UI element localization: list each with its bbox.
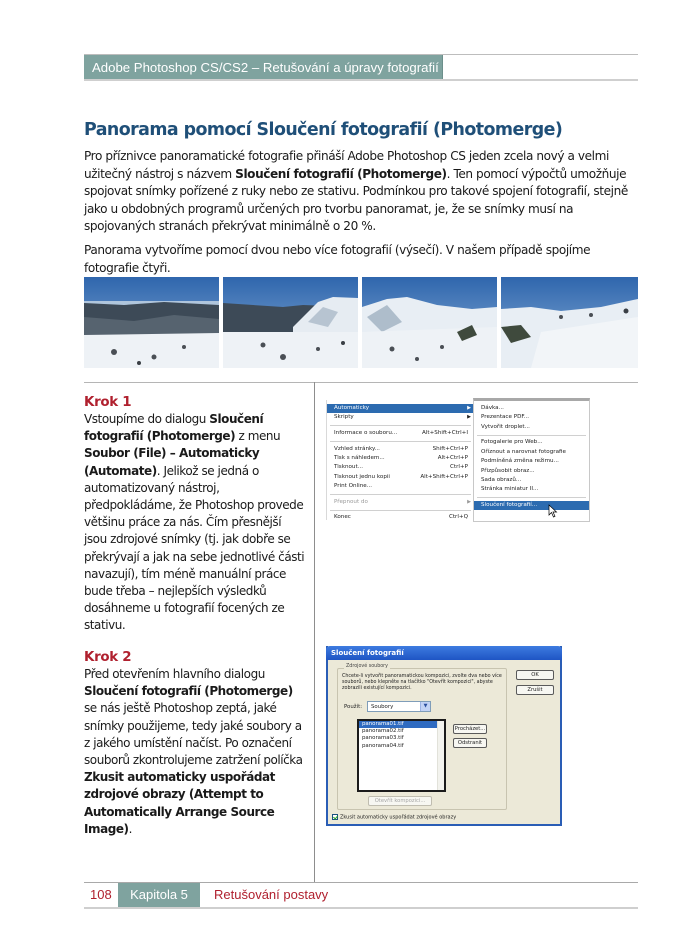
- checkbox-checked-icon[interactable]: [332, 814, 338, 820]
- menu-separator: [330, 425, 471, 426]
- header-rule-bottom: [84, 79, 638, 81]
- file-list-scrollbar[interactable]: [437, 721, 444, 790]
- panorama-photo-3: [362, 277, 497, 368]
- ok-button[interactable]: OK: [516, 670, 554, 680]
- intro-text: [84, 148, 644, 283]
- browse-button[interactable]: Procházet...: [454, 726, 486, 732]
- menu-item-file-info[interactable]: Informace o souboru... Alt+Shift+Ctrl+I: [334, 429, 468, 436]
- cancel-button[interactable]: Zrušit: [516, 685, 554, 695]
- file-menu-screenshot: [326, 398, 604, 522]
- step-2-body: Před otevřením hlavního dialogu Sloučení fotografií (Photomerge) se nás ještě Photoshop zeptá, jaké snímky použijeme, tedy jaké soubory a z jakého umístění načíst. Po označení souborů zkontrolujeme zatržení políčka Zkusit automaticky uspořádat zdrojové obrazy (Attempt to Automatically Arrange Source Image).: [84, 667, 303, 836]
- step-1: [84, 395, 306, 635]
- menu-item-print-one-copy[interactable]: Tisknout jednu kopii Alt+Shift+Ctrl+P: [334, 473, 468, 480]
- submenu-item-fit-image[interactable]: Přizpůsobit obraz...: [481, 467, 535, 474]
- dialog-description: Chcete-li vytvořit panoramatickou kompozici, zvolte dva nebo více souborů, nebo klepněte na tlačítko "Otevřít kompozici", abyste zobrazili existující kompozici.: [342, 674, 502, 692]
- submenu-item-crop-straighten[interactable]: Oříznout a narovnat fotografie: [481, 448, 566, 455]
- submenu-item-batch[interactable]: Dávka...: [481, 405, 504, 411]
- section-divider: [84, 382, 638, 383]
- automate-submenu: [473, 398, 590, 522]
- menu-separator: [477, 497, 586, 498]
- intro-paragraph-2: Panorama vytvoříme pomocí dvou nebo více fotografií (výsečí). V našem případě spojíme fotografie čtyři.: [84, 242, 591, 275]
- use-label: Použít:: [344, 704, 363, 710]
- panorama-photo-4: [501, 277, 638, 368]
- panorama-photo-1: [84, 277, 219, 368]
- page-title: Panorama pomocí Sloučení fotografií (Photomerge): [84, 120, 563, 140]
- remove-button[interactable]: Odstranit: [453, 738, 487, 748]
- file-list-item[interactable]: panorama04.tif: [362, 742, 404, 749]
- footer-rule-bottom: [84, 907, 638, 909]
- step-1-body: Vstoupíme do dialogu Sloučení fotografií (Photomerge) z menu Soubor (File) – Automaticky (Automate). Jelikož se jedná o automatizovaný nástroj, předpokládáme, že Photoshop provede většinu práce za nás. Čím přesnější jsou zdrojové snímky (tj. jak dobře se překrývají a jak na sebe jednotlivé části navazují), tím méně manuální práce bude třeba – nejlepších výsledků dosáhneme u fotografií focených ze stativu.: [84, 412, 305, 633]
- group-label: Zdrojové soubory: [346, 664, 388, 669]
- step-2-title: Krok 2: [84, 650, 132, 665]
- menu-item-scripts[interactable]: Skripty ▶: [327, 413, 474, 422]
- open-composition-button: Otevřít kompozici...: [368, 796, 432, 806]
- submenu-item-contact-sheet[interactable]: Stránka miniatur II...: [481, 486, 539, 493]
- submenu-item-picture-package[interactable]: Sada obrazů...: [481, 476, 522, 483]
- menu-item-page-setup[interactable]: Vzhled stránky... Shift+Ctrl+P: [334, 445, 468, 452]
- page-number: 108: [90, 887, 112, 902]
- dialog-title-bar: Sloučení fotografií: [326, 646, 562, 660]
- file-list[interactable]: [357, 719, 446, 792]
- file-list-item[interactable]: panorama03.tif: [362, 735, 404, 742]
- menu-separator: [330, 441, 471, 442]
- photomerge-dialog: [326, 646, 562, 826]
- submenu-item-create-droplet[interactable]: Vytvořit droplet...: [481, 423, 530, 430]
- submenu-item-pdf-presentation[interactable]: Prezentace PDF...: [481, 414, 530, 421]
- step-1-title: Krok 1: [84, 395, 132, 410]
- menu-separator: [330, 494, 471, 495]
- file-list-item[interactable]: panorama02.tif: [362, 728, 404, 735]
- menu-item-print-online[interactable]: Print Online...: [334, 483, 373, 490]
- menu-separator: [330, 510, 471, 511]
- submenu-item-conditional-mode[interactable]: Podmíněná změna režimu...: [481, 458, 559, 465]
- menu-item-automate[interactable]: Automaticky ▶: [327, 404, 474, 413]
- source-files-group: [337, 664, 507, 810]
- use-select[interactable]: Soubory ▼: [367, 701, 431, 712]
- panorama-photo-2: [223, 277, 358, 368]
- menu-item-jump-to: Přepnout do ▶: [327, 498, 474, 507]
- step-2: [84, 650, 306, 838]
- mouse-cursor-icon: [548, 504, 558, 518]
- submenu-item-photomerge[interactable]: Sloučení fotografií...: [474, 501, 589, 510]
- menu-item-exit[interactable]: Konec Ctrl+Q: [334, 514, 468, 521]
- submenu-arrow-icon: ▶: [467, 405, 471, 411]
- menu-item-print[interactable]: Tisknout... Ctrl+P: [334, 464, 468, 471]
- menu-separator: [477, 435, 586, 436]
- tool-name-bold: Sloučení fotografií (Photomerge): [235, 166, 447, 181]
- chapter-label: Kapitola 5: [118, 883, 200, 907]
- chevron-down-icon: ▼: [420, 702, 430, 711]
- running-header: Adobe Photoshop CS/CS2 – Retušování a úpravy fotografií: [84, 55, 443, 80]
- submenu-item-web-gallery[interactable]: Fotogalerie pro Web...: [481, 439, 543, 446]
- submenu-arrow-icon: ▶: [467, 498, 471, 505]
- section-label: Retušování postavy: [214, 887, 329, 902]
- file-menu: [326, 400, 474, 520]
- submenu-arrow-icon: ▶: [467, 414, 471, 421]
- menu-item-print-preview[interactable]: Tisk s náhledem... Alt+Ctrl+P: [334, 454, 468, 461]
- column-divider: [314, 382, 315, 882]
- auto-arrange-checkbox[interactable]: Zkusit automaticky uspořádat zdrojové obrazy: [332, 814, 456, 821]
- intro-paragraph-1: Pro příznivce panoramatické fotografie přináší Adobe Photoshop CS jeden zcela nový a velmi užitečný nástroj s názvem Sloučení fotografií (Photomerge). Ten pomocí výpočtů umožňuje spojovat snímky pořízené z ruky nebo ze stativu. Podmínkou pro takové spojení fotografií, stejně jako u obdobných programů určených pro tvorbu panoramat, je, že se snímky musí na spojovaných stranách překrývat minimálně o 20 %.: [84, 149, 628, 234]
- file-list-item[interactable]: panorama01.tif: [359, 721, 444, 728]
